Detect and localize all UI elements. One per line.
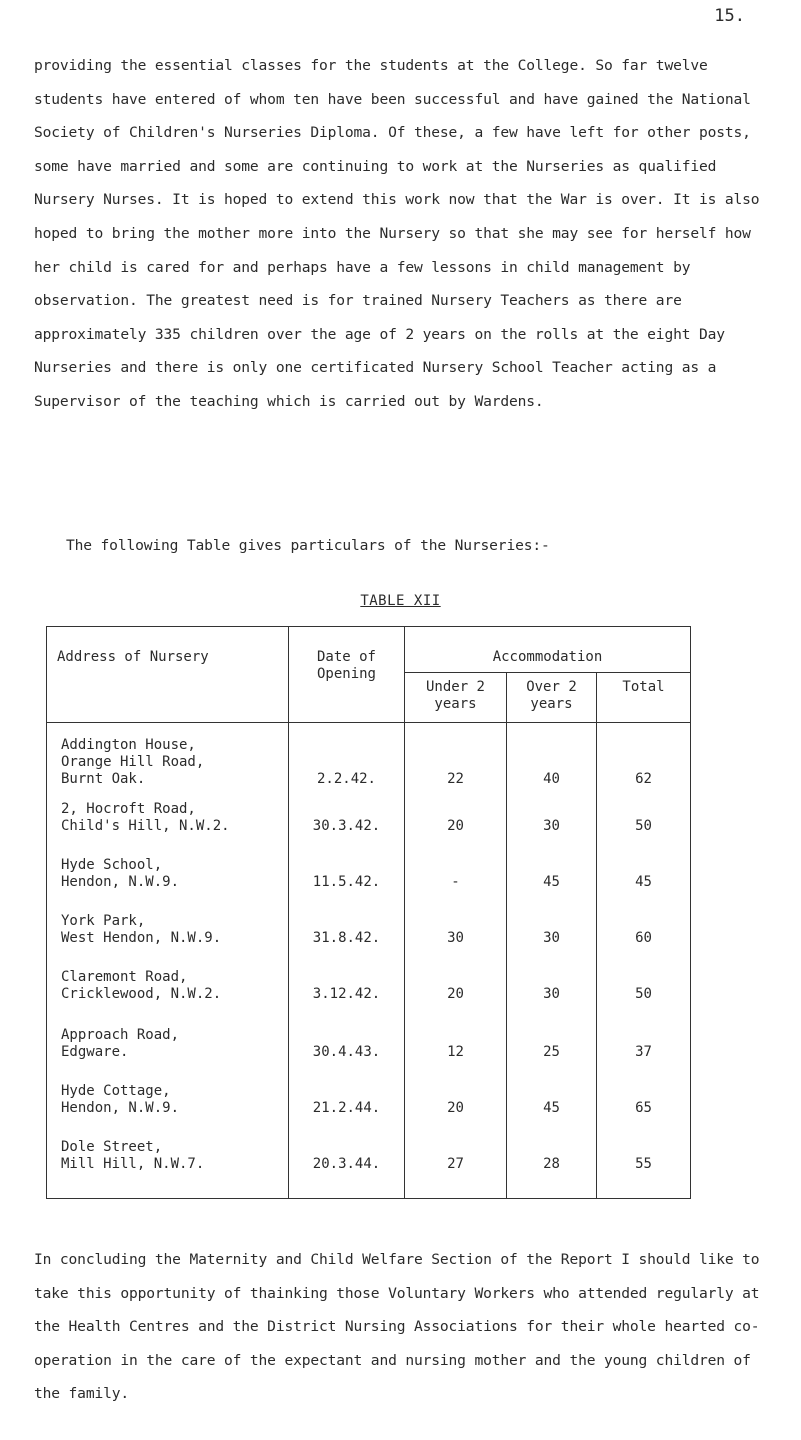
address-line: Addington House,	[61, 737, 196, 753]
cell-address	[47, 1139, 289, 1199]
nursery-table-container	[46, 626, 690, 1199]
nursery-table	[46, 626, 691, 1199]
header-over-2	[507, 673, 597, 723]
cell-address	[47, 969, 289, 1027]
paragraph-conclusion: In concluding the Maternity and Child Welfare Section of the Report I should like to take this opportunity of thainking those Voluntary Workers who attended regularly at the Health Centres and the District Nursing Associations for their whole hearted co-operation in the care of the expectant and nursing mother and the young children of the family.	[34, 1251, 760, 1403]
value-total: 55	[635, 1155, 652, 1172]
header-address	[47, 627, 289, 723]
cell-total	[597, 1139, 691, 1199]
value-total: 50	[635, 817, 652, 834]
value-over2: 40	[543, 771, 560, 787]
cell-over2	[507, 913, 597, 969]
address-line: Burnt Oak.	[61, 771, 146, 787]
cell-total	[597, 857, 691, 913]
address-line: Hyde Cottage,	[61, 1082, 171, 1099]
value-total: 50	[635, 985, 652, 1002]
cell-date	[289, 1139, 405, 1199]
header-total-text: Total	[622, 679, 665, 695]
cell-total	[597, 723, 691, 801]
header-over-2-text: Over 2 years	[526, 679, 577, 712]
table-row	[47, 969, 691, 1027]
header-date-text: Date of Opening	[316, 649, 376, 682]
cell-over2	[507, 1027, 597, 1083]
paragraph-table-intro: The following Table gives particulars of the Nurseries:-	[66, 537, 550, 554]
cell-total	[597, 801, 691, 857]
value-date: 3.12.42.	[312, 985, 381, 1002]
cell-over2	[507, 1139, 597, 1199]
value-date: 30.4.43.	[312, 1043, 381, 1060]
value-date: 2.2.42.	[316, 771, 376, 787]
cell-under2	[405, 1027, 507, 1083]
value-under2: 20	[447, 1099, 464, 1116]
cell-total	[597, 1027, 691, 1083]
table-row	[47, 801, 691, 857]
cell-under2	[405, 1139, 507, 1199]
value-date: 31.8.42.	[312, 929, 381, 946]
cell-date	[289, 969, 405, 1027]
cell-date	[289, 723, 405, 801]
address-line: West Hendon, N.W.9.	[61, 929, 222, 946]
header-total	[597, 673, 691, 723]
value-date: 11.5.42.	[312, 873, 381, 890]
value-over2: 30	[543, 929, 560, 946]
table-row	[47, 723, 691, 801]
cell-over2	[507, 969, 597, 1027]
value-date: 30.3.42.	[312, 817, 381, 834]
cell-address	[47, 1083, 289, 1139]
cell-under2	[405, 913, 507, 969]
address-line: Edgware.	[61, 1043, 129, 1060]
header-under-2-text: Under 2 years	[425, 679, 485, 712]
cell-address	[47, 723, 289, 801]
address-line: Hyde School,	[61, 856, 163, 873]
value-over2: 45	[543, 1099, 560, 1116]
header-date	[289, 627, 405, 723]
cell-address	[47, 801, 289, 857]
value-total: 65	[635, 1099, 652, 1116]
cell-address	[47, 857, 289, 913]
address-line: Claremont Road,	[61, 968, 188, 985]
cell-total	[597, 913, 691, 969]
value-under2: 30	[447, 929, 464, 946]
cell-under2	[405, 857, 507, 913]
cell-under2	[405, 723, 507, 801]
table-body	[47, 723, 691, 1199]
cell-under2	[405, 801, 507, 857]
header-address-text: Address of Nursery	[57, 649, 209, 665]
value-over2: 30	[543, 817, 560, 834]
header-under-2	[405, 673, 507, 723]
cell-date	[289, 801, 405, 857]
value-over2: 25	[543, 1043, 560, 1060]
value-total: 62	[635, 771, 652, 787]
address-line: Hendon, N.W.9.	[61, 873, 180, 890]
value-total: 45	[635, 873, 652, 890]
value-total: 60	[635, 929, 652, 946]
cell-date	[289, 1083, 405, 1139]
cell-over2	[507, 857, 597, 913]
cell-over2	[507, 723, 597, 801]
value-under2: 12	[447, 1043, 464, 1060]
value-date: 21.2.44.	[312, 1099, 381, 1116]
cell-date	[289, 1027, 405, 1083]
cell-date	[289, 857, 405, 913]
value-under2: 27	[447, 1155, 464, 1172]
table-row	[47, 1139, 691, 1199]
cell-over2	[507, 1083, 597, 1139]
table-row	[47, 1027, 691, 1083]
value-over2: 30	[543, 985, 560, 1002]
paragraph-intro: providing the essential classes for the students at the College. So far twelve students have entered of whom ten have been successful and have gained the National Society of Children's Nurseries Diploma. Of these, a few have left for other posts, some have married and some are continuing to work at the Nurseries as qualified Nursery Nurses. It is hoped to extend this work now that the War is over. It is also hoped to bring the mother more into the Nursery so that she may see for herself how her child is cared for and perhaps have a few lessons in child management by observation. The greatest need is for trained Nursery Teachers as there are approximately 335 children over the age of 2 years on the rolls at the eight Day Nurseries and there is only one certificated Nursery School Teacher acting as a Supervisor of the teaching which is carried out by Wardens.	[34, 57, 760, 410]
cell-under2	[405, 969, 507, 1027]
value-total: 37	[635, 1043, 652, 1060]
cell-total	[597, 969, 691, 1027]
address-line: Hendon, N.W.9.	[61, 1099, 180, 1116]
table-title: TABLE XII	[360, 593, 441, 609]
address-line: 2, Hocroft Road,	[61, 800, 196, 817]
address-line: Dole Street,	[61, 1138, 163, 1155]
value-under2: 22	[447, 771, 464, 787]
value-over2: 45	[543, 873, 560, 890]
cell-over2	[507, 801, 597, 857]
header-accommodation-text: Accommodation	[492, 649, 603, 665]
cell-date	[289, 913, 405, 969]
cell-address	[47, 1027, 289, 1083]
table-row	[47, 1083, 691, 1139]
value-over2: 28	[543, 1155, 560, 1172]
cell-total	[597, 1083, 691, 1139]
value-under2: 20	[447, 817, 464, 834]
address-line: Mill Hill, N.W.7.	[61, 1155, 205, 1172]
address-line: Orange Hill Road,	[61, 754, 205, 770]
table-row	[47, 857, 691, 913]
cell-address	[47, 913, 289, 969]
header-accommodation	[405, 627, 691, 673]
page-number: 15.	[714, 6, 745, 26]
address-line: Approach Road,	[61, 1026, 180, 1043]
value-under2: -	[451, 873, 460, 890]
address-line: Cricklewood, N.W.2.	[61, 985, 222, 1002]
value-date: 20.3.44.	[312, 1155, 381, 1172]
address-line: York Park,	[61, 912, 146, 929]
address-line: Child's Hill, N.W.2.	[61, 817, 230, 834]
value-under2: 20	[447, 985, 464, 1002]
table-row	[47, 913, 691, 969]
cell-under2	[405, 1083, 507, 1139]
